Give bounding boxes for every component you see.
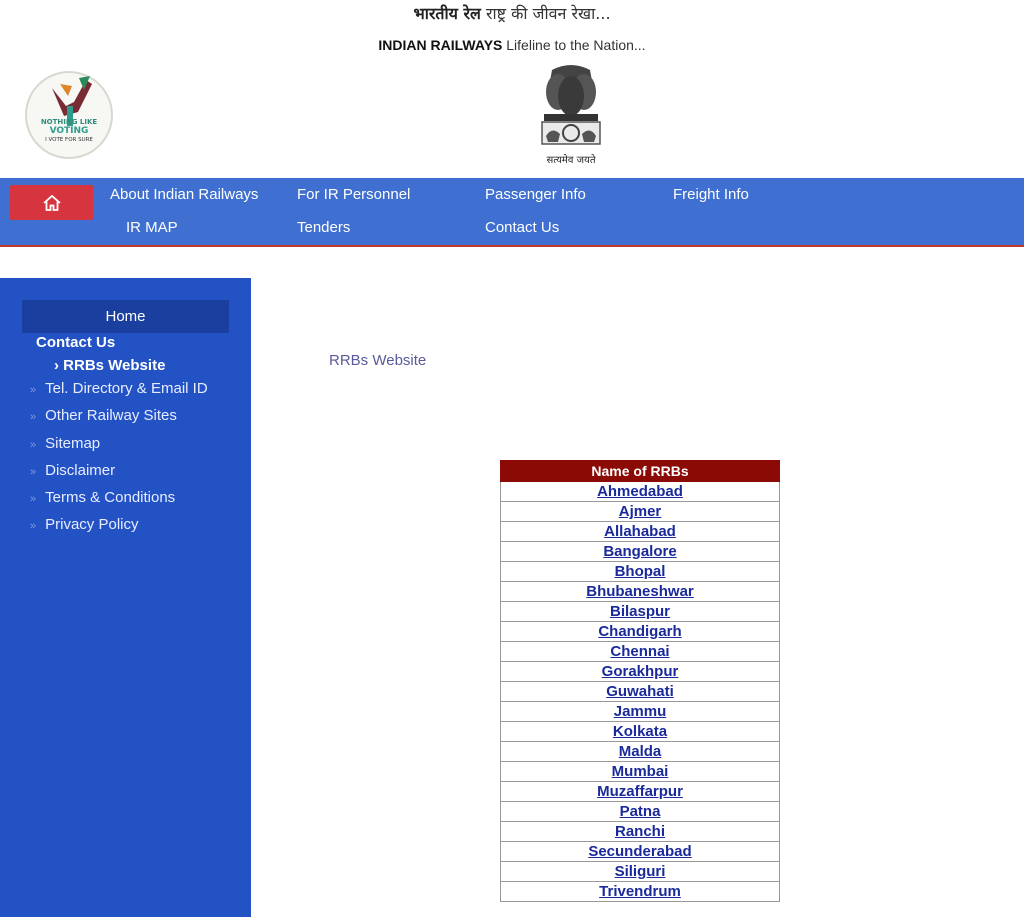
home-icon — [41, 192, 63, 214]
table-cell — [501, 882, 780, 902]
emblem-motto: सत्यमेव जयते — [546, 155, 596, 166]
tagline-hindi-rest: राष्ट्र की जीवन रेखा... — [480, 4, 611, 23]
rrb-link[interactable]: Trivendrum — [599, 883, 681, 900]
site-tagline-hindi — [0, 2, 1024, 24]
table-row — [501, 502, 780, 522]
rrb-link[interactable]: Mumbai — [611, 763, 669, 780]
table-row — [501, 482, 780, 502]
tagline-english-bold: INDIAN RAILWAYS — [378, 37, 503, 53]
sidebar-item-label: Sitemap — [45, 435, 101, 452]
table-row — [501, 842, 780, 862]
rrb-link[interactable]: Malda — [618, 743, 662, 760]
table-row — [501, 602, 780, 622]
sidebar-item-other-railway-sites[interactable] — [30, 407, 177, 424]
table-cell — [501, 662, 780, 682]
table-row — [501, 722, 780, 742]
nav-about-indian-railways[interactable]: About Indian Railways — [110, 186, 259, 203]
table-header-name-of-rrbs: Name of RRBs — [501, 461, 780, 482]
table-row — [501, 542, 780, 562]
rrb-link[interactable]: Jammu — [613, 703, 667, 720]
rrb-link[interactable]: Guwahati — [606, 683, 674, 700]
table-cell — [501, 702, 780, 722]
table-row — [501, 802, 780, 822]
rrb-table — [500, 460, 780, 902]
sidebar-item-sitemap[interactable] — [30, 435, 100, 452]
sidebar-item-label: Tel. Directory & Email ID — [45, 380, 208, 397]
table-cell — [501, 622, 780, 642]
rrb-link[interactable]: Allahabad — [604, 523, 676, 540]
table-row — [501, 682, 780, 702]
table-cell — [501, 602, 780, 622]
table-cell — [501, 722, 780, 742]
site-tagline-english — [0, 37, 1024, 53]
rrb-link[interactable]: Chennai — [610, 643, 670, 660]
double-chevron-icon: » — [30, 439, 37, 451]
table-cell — [501, 782, 780, 802]
vote-logo-line2: VOTING — [49, 126, 89, 136]
vote-logo-line3: I VOTE FOR SURE — [45, 137, 93, 143]
rrb-link[interactable]: Bilaspur — [609, 603, 670, 620]
rrb-link[interactable]: Patna — [619, 803, 661, 820]
table-row — [501, 582, 780, 602]
table-cell — [501, 642, 780, 662]
rrb-link[interactable]: Ranchi — [614, 823, 665, 840]
table-row — [501, 702, 780, 722]
rrb-link[interactable]: Bhopal — [614, 563, 666, 580]
double-chevron-icon: » — [30, 493, 37, 505]
sidebar — [0, 278, 251, 917]
table-cell — [501, 802, 780, 822]
sidebar-item-privacy-policy[interactable] — [30, 516, 138, 533]
rrb-link[interactable]: Kolkata — [612, 723, 668, 740]
table-row — [501, 862, 780, 882]
voting-campaign-logo[interactable] — [24, 66, 114, 164]
table-row — [501, 782, 780, 802]
sidebar-heading[interactable]: Contact Us — [36, 334, 116, 351]
table-header-row — [501, 461, 780, 482]
nav-tenders[interactable]: Tenders — [297, 219, 351, 236]
nav-ir-personnel[interactable]: For IR Personnel — [297, 186, 411, 203]
main-navigation — [0, 178, 1024, 247]
rrb-link[interactable]: Bangalore — [603, 543, 677, 560]
rrb-link[interactable]: Gorakhpur — [601, 663, 679, 680]
table-row — [501, 882, 780, 902]
national-emblem — [530, 62, 612, 170]
double-chevron-icon: » — [30, 411, 37, 423]
table-row — [501, 522, 780, 542]
nav-ir-map[interactable]: IR MAP — [126, 219, 178, 236]
sidebar-item-label: Other Railway Sites — [45, 407, 177, 424]
rrb-link[interactable]: Secunderabad — [588, 843, 692, 860]
table-cell — [501, 562, 780, 582]
table-cell — [501, 822, 780, 842]
table-cell — [501, 502, 780, 522]
sidebar-item-label: Disclaimer — [45, 462, 116, 479]
table-row — [501, 642, 780, 662]
rrb-link[interactable]: Muzaffarpur — [597, 783, 683, 800]
page-title: RRBs Website — [329, 352, 427, 369]
table-cell — [501, 482, 780, 502]
sidebar-item-terms-conditions[interactable] — [30, 489, 175, 506]
table-row — [501, 622, 780, 642]
home-button[interactable] — [10, 185, 93, 220]
sidebar-item-label: Terms & Conditions — [45, 489, 176, 506]
double-chevron-icon: » — [30, 520, 37, 532]
table-cell — [501, 542, 780, 562]
table-row — [501, 562, 780, 582]
table-cell — [501, 522, 780, 542]
nav-passenger-info[interactable]: Passenger Info — [485, 186, 586, 203]
sidebar-item-disclaimer[interactable] — [30, 462, 115, 479]
rrb-link[interactable]: Bhubaneshwar — [586, 583, 694, 600]
rrb-link[interactable]: Ajmer — [618, 503, 662, 520]
sidebar-home-button[interactable]: Home — [22, 300, 229, 333]
nav-freight-info[interactable]: Freight Info — [673, 186, 749, 203]
table-cell — [501, 842, 780, 862]
sidebar-item-tel-directory[interactable] — [30, 380, 208, 397]
table-row — [501, 822, 780, 842]
rrb-link[interactable]: Ahmedabad — [597, 483, 683, 500]
nav-contact-us[interactable]: Contact Us — [485, 219, 560, 236]
tagline-hindi-bold: भारतीय रेल — [413, 4, 481, 23]
table-cell — [501, 682, 780, 702]
rrb-link[interactable]: Siliguri — [614, 863, 666, 880]
table-cell — [501, 582, 780, 602]
double-chevron-icon: » — [30, 466, 37, 478]
sidebar-item-label: Privacy Policy — [45, 516, 139, 533]
table-row — [501, 742, 780, 762]
table-row — [501, 762, 780, 782]
vote-logo-line1: NOTHING LIKE — [40, 118, 98, 126]
rrb-link[interactable]: Chandigarh — [598, 623, 682, 640]
double-chevron-icon: » — [30, 384, 37, 396]
sidebar-item-rrbs-website[interactable]: › RRBs Website — [54, 357, 166, 374]
table-cell — [501, 862, 780, 882]
rrb-table-body — [501, 482, 780, 902]
table-row — [501, 662, 780, 682]
table-cell — [501, 742, 780, 762]
tagline-english-rest: Lifeline to the Nation... — [502, 37, 646, 53]
table-cell — [501, 762, 780, 782]
